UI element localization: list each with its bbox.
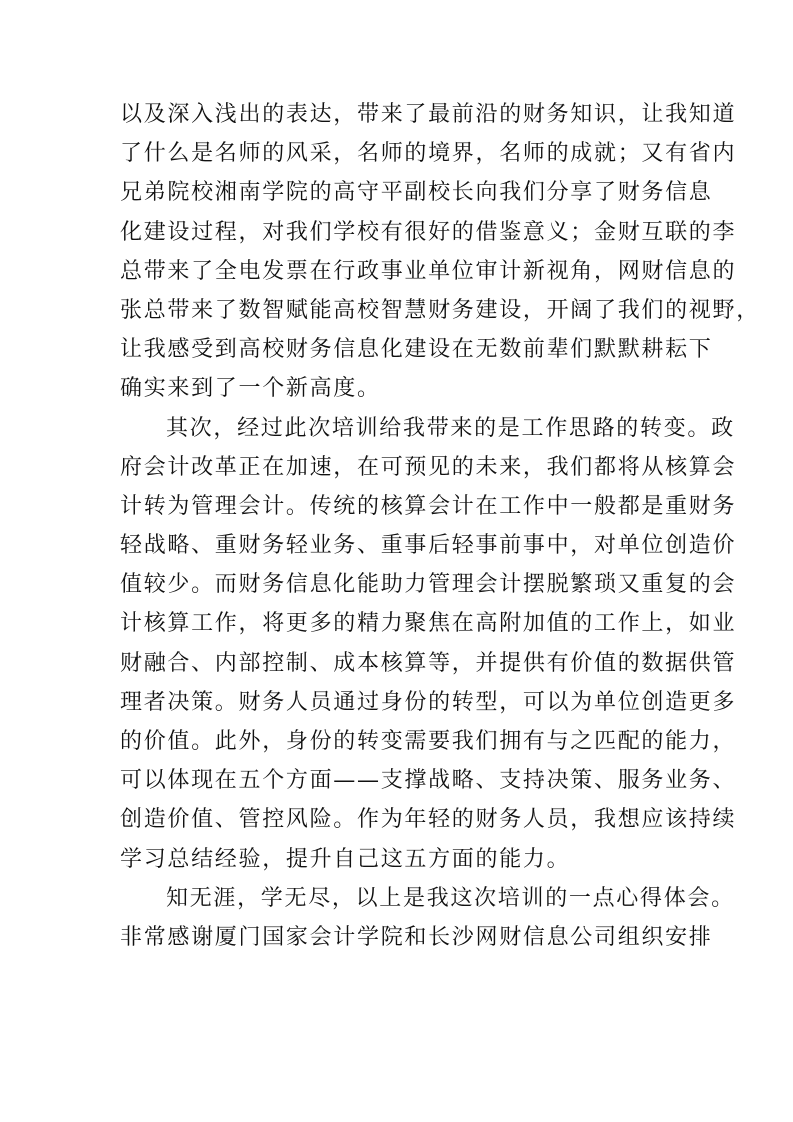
text-line: 让我感受到高校财务信息化建设在无数前辈们默默耕耘下	[120, 337, 713, 363]
text-line: 的价值。此外，身份的转变需要我们拥有与之匹配的能力，	[120, 729, 737, 754]
text-line: 总带来了全电发票在行政事业单位审计新视角，网财信息的	[120, 258, 737, 284]
paragraph-start-line: 知无涯，学无尽，以上是我这次培训的一点心得体会。	[166, 885, 735, 911]
text-line: 计核算工作，将更多的精力聚焦在高附加值的工作上，如业	[120, 611, 737, 637]
text-line: 创造价值、管控风险。作为年轻的财务人员，我想应该持续	[120, 807, 737, 833]
text-line: 兄弟院校湘南学院的高守平副校长向我们分享了财务信息	[120, 180, 713, 206]
body-text	[120, 95, 760, 957]
text-line: 确实来到了一个新高度。	[120, 376, 381, 402]
text-line: 值较少。而财务信息化能助力管理会计摆脱繁琐又重复的会	[120, 572, 737, 598]
text-line: 张总带来了数智赋能高校智慧财务建设，开阔了我们的视野，	[120, 297, 760, 323]
text-line: 了什么是名师的风采，名师的境界，名师的成就；又有省内	[120, 141, 737, 167]
text-line: 以及深入浅出的表达，带来了最前沿的财务知识，让我知道	[120, 102, 737, 127]
text-line: 轻战略、重财务轻业务、重事后轻事前事中，对单位创造价	[120, 533, 737, 559]
text-line: 理者决策。财务人员通过身份的转型，可以为单位创造更多	[120, 689, 737, 715]
text-line: 财融合、内部控制、成本核算等，并提供有价值的数据供管	[120, 650, 737, 676]
text-line: 可以体现在五个方面——支撑战略、支持决策、服务业务、	[120, 768, 737, 794]
paragraph-start-line: 其次，经过此次培训给我带来的是工作思路的转变。政	[166, 415, 735, 441]
text-line: 学习总结经验，提升自己这五方面的能力。	[120, 846, 571, 872]
text-line: 化建设过程，对我们学校有很好的借鉴意义；金财互联的李	[120, 219, 737, 245]
text-line: 非常感谢厦门国家会计学院和长沙网财信息公司组织安排	[120, 924, 713, 950]
text-line: 计转为管理会计。传统的核算会计在工作中一般都是重财务	[120, 493, 737, 519]
text-line: 府会计改革正在加速，在可预见的未来，我们都将从核算会	[120, 454, 737, 480]
